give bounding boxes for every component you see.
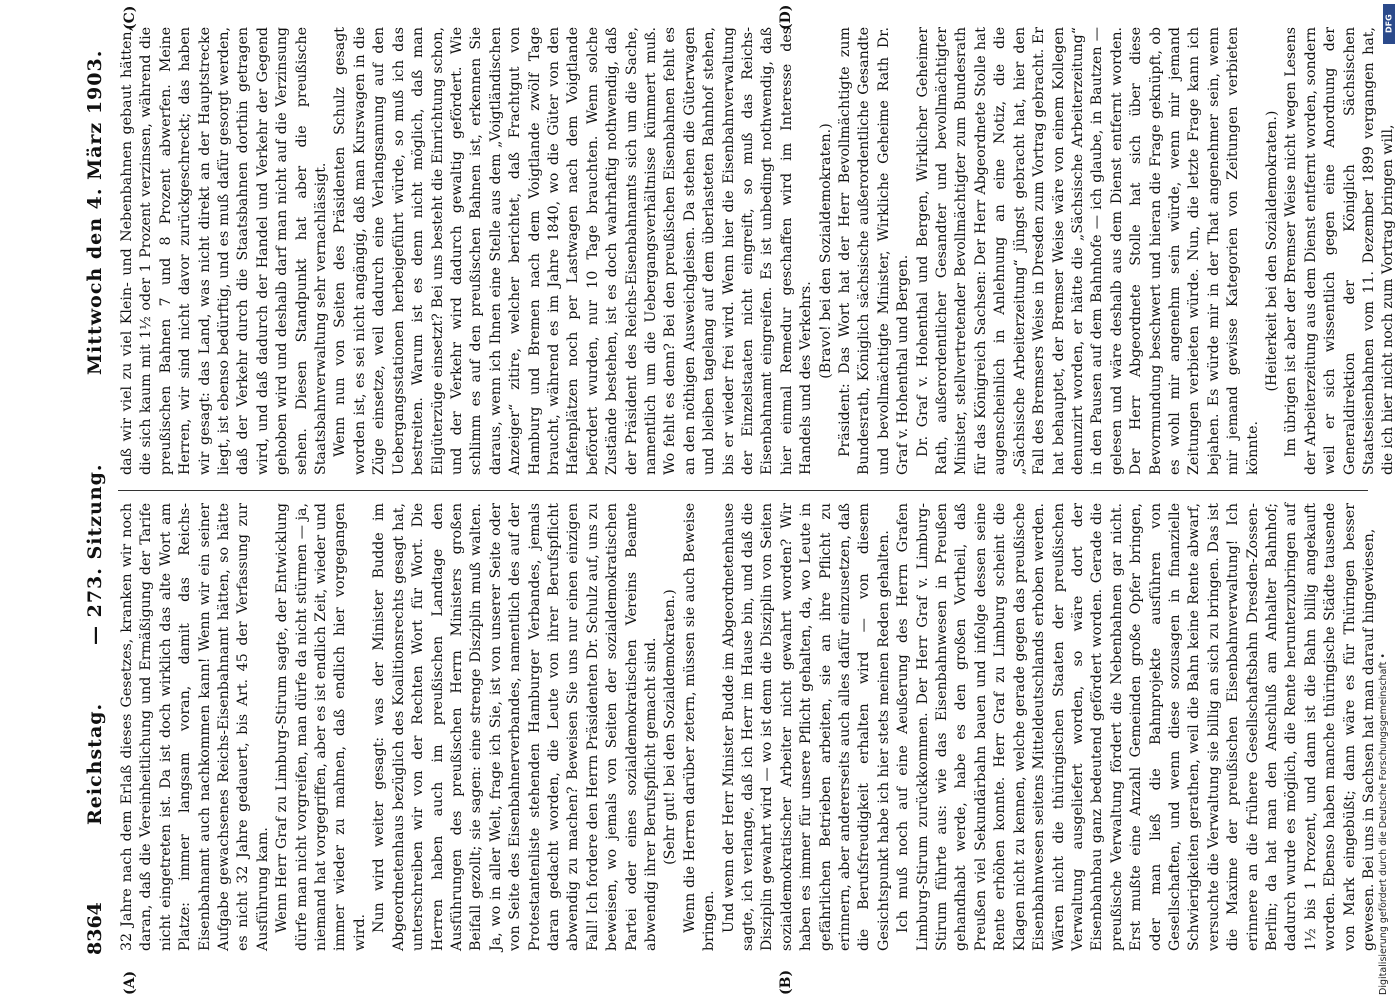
paragraph: Und wenn der Herr Minister Budde im Abgeordnetenhause sagte, ich verlange, daß ich Herr im Hause bin, und daß die Disziplin gewahrt wird — wo ist denn die Disziplin von Seiten sozialdemokratischer Arbeiter nicht gewahrt worden? Wir haben es immer für unsere Pflicht gehalten, da, wo Leute in gefährlichen Betrieben arbeiten, sie an ihre Pflicht zu erinnern, aber andererseits auch alles dafür einzusetzen, daß die Berufsfreudigkeit erhalten wird — von diesem Gesichtspunkt habe ich hier stets meinen Reden gehalten. [720, 503, 892, 951]
page-number: 8364 [84, 902, 106, 955]
paragraph: Wenn Herr Graf zu Limburg-Stirum sagte, der Entwicklung dürfe man nicht vorgreifen, man dürfe da nicht stürmen — ja, niemand hat vorgegriffen, aber es ist endlich Zeit, wieder und immer wieder zu mahnen, daß endlich hier vorgegangen wird. [274, 503, 368, 951]
session-label: — 273. Sitzung. [84, 463, 106, 645]
margin-marker-a: (A) [122, 970, 138, 995]
paragraph: Nun wird weiter gesagt: was der Minister Budde im Abgeordnetenhaus bezüglich des Koalitionsrechts gesagt hat, unterschreiben wir von der Rechten Wort für Wort. Die Herren haben auch im preußischen Landtage den Ausführungen des preußischen Herrn Ministers großen Beifall gezollt; sie sagen: eine strenge Disziplin muß walten. Ja, wo in aller Welt, frage ich Sie, ist von unserer Seite oder von Seite des Eisenbahnerverbandes, namentlich des auf der Protestantenliste stehenden Hamburger Verbandes, jemals daran gedacht worden, die Leute von ihrer Berufspflicht abwendig zu machen? Beweisen Sie uns nur einen einzigen Fall! Ich fordere den Herrn Präsidenten Dr. Schulz auf, uns zu beweisen, wo jemals von Seiten der sozialdemokratischen Partei oder eines sozialdemokratischen Vereins Beamte abwendig ihrer Berufspflicht gemacht sind. [371, 503, 659, 951]
right-column [118, 27, 1397, 475]
paragraph: Im übrigen ist aber der Bremser Weise nicht wegen Lesens der Arbeiterzeitung aus dem Dienst entfernt worden, sondern weil er sich wissentlich gegen eine Anordnung der Generaldirektion der Königlich Sächsischen Staatseisenbahnen vom 11. Dezember 1899 vergangen hat, die ich hier nicht noch zum Vortrag bringen will, [1283, 27, 1397, 475]
paragraph: Präsident: Das Wort hat der Herr Bevollmächtigte zum Bundesrath, Königlich sächsische außerordentliche Gesandte und bevollmächtigte Minister, Wirkliche Geheime Rath Dr. Graf v. Hohenthal und Bergen. [837, 27, 912, 475]
interjection: (Heiterkeit bei den Sozialdemokraten.) [1263, 110, 1280, 392]
page-title: Reichstag. [84, 702, 106, 825]
paragraph: Wenn nun von Seiten des Präsidenten Schulz gesagt worden ist, es sei nicht angängig, daß man Kurswagen in die Züge einsetze, weil dadurch eine Verlangsamung auf den Uebergangsstationen herbeigeführt würde, so muß ich das bestreiten. Warum ist es denn nicht möglich, daß man Eilgüterzüge einsetzt? Bei uns besteht die Einrichtung schon, und der Verkehr wird dadurch gewaltig gefördert. Wie schlimm es auf den preußischen Bahnen ist, erkennen Sie daraus, wenn ich Ihnen eine Stelle aus dem „Voigtländischen Anzeiger“ zitire, welcher berichtet, daß Frachtgut von Hamburg und Bremen nach dem Voigtlande zwölf Tage braucht, während es im Jahre 1840, wo die Güter von den Hafenplätzen noch per Lastwagen nach dem Voigtlande befördert wurden, nur 10 Tage brauchten. Wenn solche Zustände bestehen, ist es doch wahrhaftig nothwendig, daß der Präsident des Reichs-Eisenbahnamts sich um die Sache, namentlich um die Uebergangsverhältnisse kümmert muß. Wo fehlt es denn? Bei den preußischen Eisenbahnen fehlt es an den nöthigen Ausweichgleisen. Da stehen die Güterwagen und bleiben tagelang auf dem überlasteten Bahnhof stehen, bis er wieder frei wird. Wenn hier die Eisenbahnverwaltung der Einzelstaaten nicht eingreift, so muß das Reichs-Eisenbahnamt eingreifen. Es ist unbedingt nothwendig, daß hier einmal Remedur geschaffen wird im Interesse des Handels und des Verkehrs. [332, 27, 815, 475]
interjection: (Bravo! bei den Sozialdemokraten.) [817, 123, 834, 379]
page-header [78, 15, 112, 975]
date-label: Mittwoch den 4. März 1903. [84, 49, 106, 375]
paragraph: daß wir viel zu viel Klein- und Nebenbahnen gebaut hätten, die sich kaum mit 1½ oder 1 Prozent verzinsen, während die preußischen Bahnen 7 und 8 Prozent abwerfen. Meine Herren, wir sind nicht davor zurückgeschreckt; das haben wir gesagt: das Land, was nicht direkt an der Hauptstrecke liegt, ist ebenso bedürftig, und es muß dafür gesorgt werden, daß der Verkehr durch die Staatsbahnen dorthin getragen wird, und daß dadurch der Handel und Verkehr der Gegend gehoben wird und deshalb darf man nicht auf die Verzinsung sehen. Diesen Standpunkt hat aber die preußische Staatsbahnverwaltung sehr vernachlässigt. [119, 27, 330, 475]
margin-marker-b: (B) [778, 969, 794, 995]
paragraph: Dr. Graf v. Hohenthal und Bergen, Wirklicher Geheimer Rath, außerordentlicher Gesandter und bevollmächtigter Minister, stellvertretender Bevollmächtigter zum Bundesrath für das Königreich Sachsen: Der Herr Abgeordnete Stolle hat augenscheinlich in Anlehnung an eine Notiz, die die „Sächsische Arbeiterzeitung“ jüngst gebracht hat, hier den Fall des Bremsers Weise in Dresden zum Vortrag gebracht. Er hat behauptet, der Bremser Weise wäre von einem Kollegen denunzirt worden, er hätte die „Sächsische Arbeiterzeitung“ in den Pausen auf dem Bahnhofe — ich glaube, in Bautzen — gelesen und wäre deshalb aus dem Dienst entfernt worden. Der Herr Abgeordnete Stolle hat sich über diese Bevormundung beschwert und hieran die Frage geknüpft, ob es wohl mir angenehm sein würde, wenn mir jemand Zeitungen verbieten würde. Nun, die letzte Frage kann ich bejahen. Es würde mir in der That angenehmer sein, wenn mir jemand gewisse Kategorien von Zeitungen verbieten könnte. [914, 27, 1261, 475]
margin-marker-d: (D) [778, 4, 794, 30]
paragraph: Wenn die Herren darüber zetern, müssen sie auch Beweise bringen. [681, 503, 718, 951]
margin-marker-c: (C) [122, 5, 138, 30]
column-divider [118, 490, 1368, 491]
paragraph: Ich muß noch auf eine Aeußerung des Herrn Grafen Limburg-Stirum zurückkommen. Der Herr Graf v. Limburg-Stirum führte aus: wie das Eisenbahnwesen in Preußen gehandhabt werde, habe es den großen Vortheil, daß Preußen viel Sekundärbahn bauen und infolge dessen seine Rente erhöhen konnte. Herr Graf zu Limburg scheint die Klagen nicht zu kennen, welche gerade gegen das preußische Eisenbahnwesen seitens Mitteldeutschlands erhoben werden. Wären nicht die thüringischen Staaten der preußischen Verwaltung ausgeliefert worden, so wäre dort der Eisenbahnbau ganz bedeutend gefördert worden. Gerade die preußische Verwaltung fördert die Nebenbahnen gar nicht. Erst mußte eine Anzahl Gemeinden große Opfer bringen, oder man ließ die Bahnprojekte ausführen von Gesellschaften, und wenn diese sozusagen in finanzielle Schwierigkeiten gerathen, weil die Bahn keine Rente abwarf, versuchte die Verwaltung sie billig an sich zu bringen. Das ist die Maxime der preußischen Eisenbahnverwaltung! Ich erinnere an die frühere Gesellschaftsbahn Dresden-Zossen-Berlin; da hat man den Anschluß am Anhalter Bahnhof; dadurch wurde es möglich, die Rente herunterzubringen auf 1½ bis 1 Prozent, und dann ist die Bahn billig angekauft worden. Ebenso haben manche thüringische Städte tausende von Mark eingebüßt; dann wäre es für Thüringen besser gewesen. Bei uns in Sachsen hat man darauf hingewiesen, [895, 503, 1377, 951]
left-column [118, 503, 1377, 951]
digitization-note: Digitalisierung gefördert durch die Deutsche Forschungsgemeinschaft • [1378, 653, 1389, 995]
dfg-logo: DFG [1383, 4, 1395, 44]
interjection: (Sehr gut! bei den Sozialdemokraten.) [662, 589, 679, 865]
paragraph: 32 Jahre nach dem Erlaß dieses Gesetzes, kranken wir noch daran, daß die Vereinheitlichung und Ermäßigung der Tarife nicht eingetreten ist. Da ist doch wirklich das alte Wort am Platze: immer langsam voran, damit das Reichs-Eisenbahnamt auch nachkommen kann! Wenn wir ein seiner Aufgabe gewachsenes Reichs-Eisenbahnamt hätten, so hätte es nicht 32 Jahre gedauert, bis Art. 45 der Verfassung zur Ausführung kam. [119, 503, 271, 951]
